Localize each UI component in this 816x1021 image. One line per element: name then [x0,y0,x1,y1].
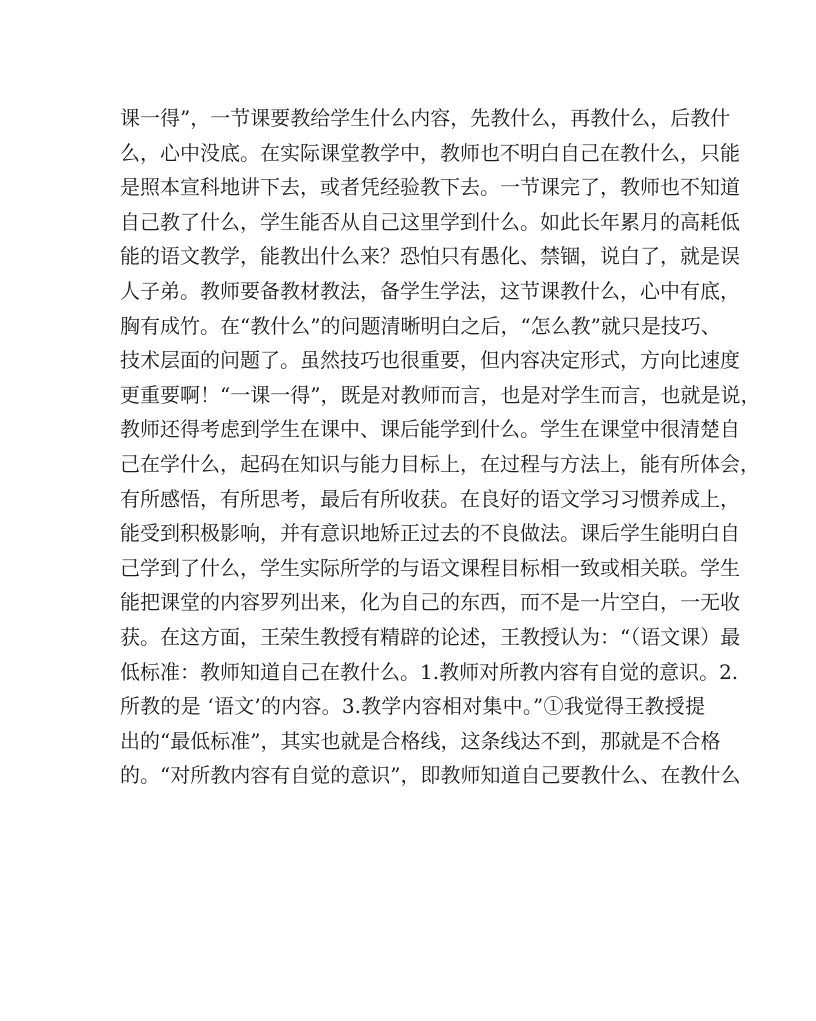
text-line: 么，心中没底。在实际课堂教学中，教师也不明白自己在教什么，只能 [120,140,740,165]
text-line: 胸有成竹。在“教什么”的问题清晰明白之后，“怎么教”就只是技巧、 [120,313,721,338]
text-line: 教师还得考虑到学生在课中、课后能学到什么。学生在课堂中很清楚自 [120,417,740,442]
text-line: 更重要啊！“一课一得”，既是对教师而言，也是对学生而言，也就是说， [120,382,761,407]
text-line: 技术层面的问题了。虽然技巧也很重要，但内容决定形式，方向比速度 [120,348,740,373]
text-line: 能把课堂的内容罗列出来，化为自己的东西，而不是一片空白，一无收 [120,590,740,615]
text-line: 的。“对所教内容有自觉的意识”，即教师知道自己要教什么、在教什么 [120,763,741,788]
text-line: 获。在这方面，王荣生教授有精辟的论述，王教授认为：“（语文课）最 [120,624,741,649]
body-paragraph [120,101,761,793]
text-line: 有所感悟，有所思考，最后有所收获。在良好的语文学习习惯养成上， [120,486,740,511]
text-line: 己学到了什么，学生实际所学的与语文课程目标相一致或相关联。学生 [120,555,740,580]
text-line: 课一得”，一节课要教给学生什么内容，先教什么，再教什么，后教什 [120,106,731,130]
text-line: 是照本宣科地讲下去，或者凭经验教下去。一节课完了，教师也不知道 [120,175,740,200]
text-line: 能的语文教学，能教出什么来？恐怕只有愚化、禁锢，说白了，就是误 [120,244,740,269]
text-line: 人子弟。教师要备教材教法，备学生学法，这节课教什么，心中有底， [120,278,740,303]
text-line: 低标准：教师知道自己在教什么。1.教师对所教内容有自觉的意识。2. [120,659,739,684]
text-line: 能受到积极影响，并有意识地矫正过去的不良做法。课后学生能明白自 [120,521,740,546]
text-line: 己在学什么，起码在知识与能力目标上，在过程与方法上，能有所体会， [120,451,760,476]
text-line: 出的“最低标准”，其实也就是合格线，这条线达不到，那就是不合格 [120,728,721,753]
text-line: 所教的是 ‘语文’的内容。3.教学内容相对集中。”①我觉得王教授提 [120,694,705,719]
text-line: 自己教了什么，学生能否从自己这里学到什么。如此长年累月的高耗低 [120,209,740,234]
